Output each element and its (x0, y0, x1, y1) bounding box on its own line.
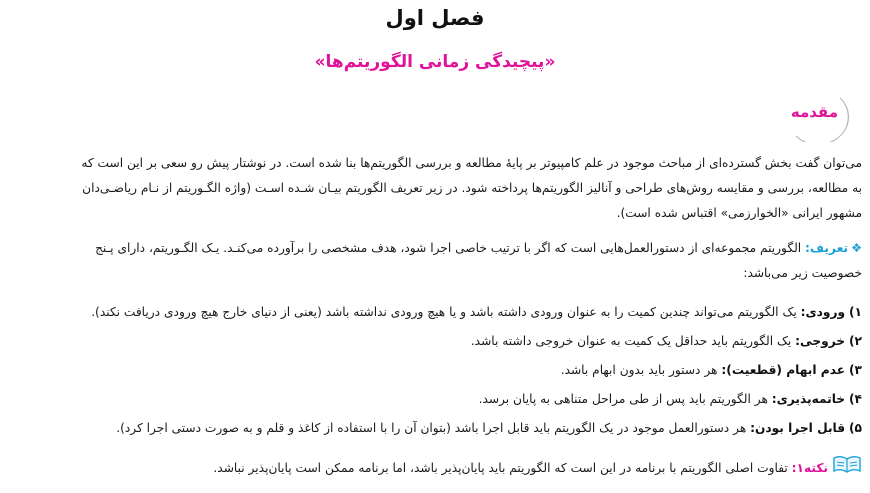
definition-text: الگوریتم مجموعه‌ای از دستورالعمل‌هایی است که اگر با ترتیب خاصی اجرا شود، هدف مشخصی را برآورده می‌کنـد. یـک الگـوریتم، دارای پـنج (95, 241, 802, 255)
note-block (8, 455, 862, 480)
definition-block (8, 236, 862, 286)
definition-line: خصوصیت زیر می‌باشد: (743, 266, 862, 280)
list-item (8, 327, 862, 356)
note-text: تفاوت اصلی الگوریتم با برنامه در این است که الگوریتم باید پایان‌پذیر باشد، اما برنامه ممکن است پایان‌پذیر نباشد. (213, 461, 788, 475)
list-item (8, 385, 862, 414)
properties-list (8, 298, 862, 443)
list-item (8, 298, 862, 327)
intro-line: به مطالعه، بررسی و مقایسه روش‌های طراحی و آنالیز الگوریتم‌ها پرداخته شود. در زیر تعریف الگوریتم بیـان شـده اسـت (واژه الگـوریتم از نـام ریاضـی‌دان (82, 181, 862, 195)
note-line (8, 455, 862, 480)
definition-line (8, 236, 862, 261)
section-title: مقدمه (790, 103, 838, 121)
item-number: ۵) (848, 421, 862, 435)
section-heading (788, 96, 860, 142)
item-term: قابل اجرا بودن: (750, 421, 846, 435)
item-number: ۴) (848, 392, 862, 406)
intro-paragraph (8, 151, 862, 226)
intro-line: مشهور ایرانی «الخوارزمی» اقتباس شده است). (616, 206, 862, 220)
open-book-icon (832, 455, 862, 480)
diamond-bullet-icon: ❖ (851, 241, 862, 255)
item-number: ۲) (848, 334, 862, 348)
item-number: ۳) (848, 363, 862, 377)
definition-label: تعریف: (805, 241, 849, 255)
item-text: هر دستورالعمل موجود در یک الگوریتم باید قابل اجرا باشد (بتوان آن را با استفاده از کاغذ و قلم و به صورت دستی اجرا کرد). (116, 421, 747, 435)
item-number: ۱) (848, 305, 862, 319)
list-item (8, 414, 862, 443)
item-text: یک الگوریتم می‌تواند چندین کمیت را به عنوان ورودی داشته باشد و یا هیچ ورودی نداشته باشد (یعنی از دنیای خارج هیچ ورودی دریافت نکند). (91, 305, 797, 319)
item-term: خروجی: (795, 334, 846, 348)
item-text: یک الگوریتم باید حداقل یک کمیت به عنوان خروجی داشته باشد. (470, 334, 792, 348)
item-term: خاتمه‌پذیری: (771, 392, 846, 406)
item-term: ورودی: (800, 305, 846, 319)
chapter-title: فصل اول (385, 6, 485, 30)
list-item (8, 356, 862, 385)
intro-line: می‌توان گفت بخش گسترده‌ای از مباحث موجود در علم کامپیوتر بر پایهٔ مطالعه و بررسی الگوریتم‌ها بنا شده است. در نوشتار پیش رو سعی بر این است که (81, 156, 862, 170)
item-text: هر دستور باید بدون ابهام باشد. (560, 363, 718, 377)
note-label: نکته۱: (791, 461, 828, 475)
item-text: هر الگوریتم باید پس از طی مراحل متناهی به پایان برسد. (478, 392, 768, 406)
item-term: عدم ابهام (قطعیت): (721, 363, 846, 377)
chapter-subtitle: «پیچیدگی زمانی الگوریتم‌ها» (314, 52, 556, 72)
